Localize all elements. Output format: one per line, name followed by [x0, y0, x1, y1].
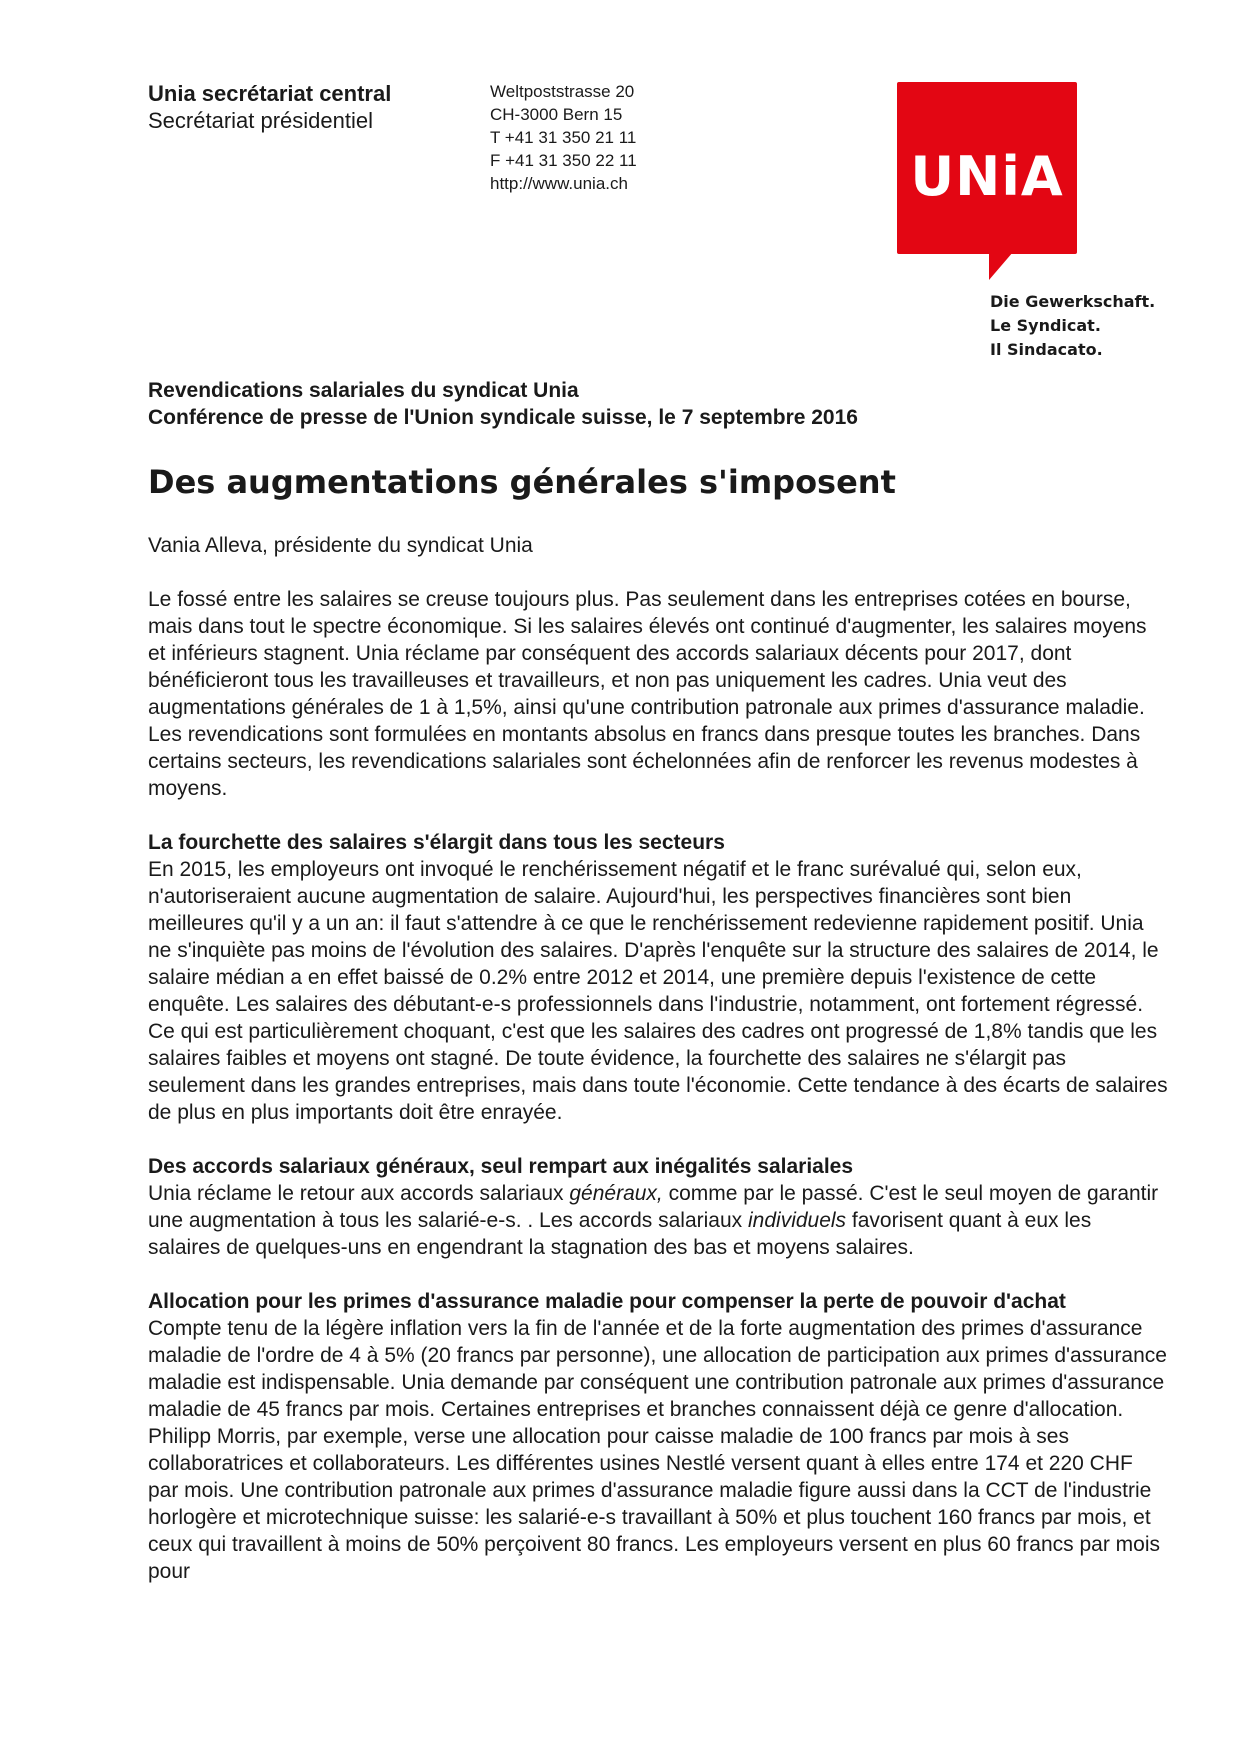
meta-event: Conférence de presse de l'Union syndicale suisse, le 7 septembre 2016	[148, 406, 858, 429]
unia-logo-wordmark: UNiA	[910, 145, 1064, 208]
sender-block	[148, 80, 468, 134]
document-body	[148, 586, 1168, 1612]
text-run: comme par le passé. C'est le seul moyen de garantir une augmentation à tous les salarié-e-s. . Les accords salariaux	[148, 1182, 1159, 1232]
unia-logo-speech-tail	[989, 252, 1013, 280]
section-health-insurance	[148, 1288, 1168, 1585]
sender-dept: Secrétariat présidentiel	[148, 108, 374, 133]
intro-paragraph: Le fossé entre les salaires se creuse toujours plus. Pas seulement dans les entreprises cotées en bourse, mais dans tout le spectre économique. Si les salaires élevés ont continué d'augmenter, les salaires moyens et inférieurs stagnent. Unia réclame par conséquent des accords salariaux décents pour 2017, dont bénéficieront tous les travailleuses et travailleurs, et non pas uniquement les cadres. Unia veut des augmentations générales de 1 à 1,5%, ainsi qu'une contribution patronale aux primes d'assurance maladie. Les revendications sont formulées en montants absolus en francs dans presque toutes les branches. Dans certains secteurs, les revendications salariales sont échelonnées afin de renforcer les revenus modestes à moyens.	[148, 588, 1147, 800]
section-paragraph: Compte tenu de la légère inflation vers la fin de l'année et de la forte augmentation des primes d'assurance maladie de l'ordre de 4 à 5% (20 francs par personne), une allocation de participation aux primes d'assurance maladie est indispensable. Unia demande par conséquent une contribution patronale aux primes d'assurance maladie de 45 francs par mois. Certaines entreprises et branches connaissent déjà ce genre d'allocation. Philipp Morris, par exemple, verse une allocation pour caisse maladie de 100 francs par mois à ses collaboratrices et collaborateurs. Les différentes usines Nestlé versent quant à elles entre 174 et 220 CHF par mois. Une contribution patronale aux primes d'assurance maladie figure aussi dans la CCT de l'industrie horlogère et microtechnique suisse: les salarié-e-s travaillant à 50% et plus touchent 160 francs par mois, et ceux qui travaillent à moins de 50% perçoivent 80 francs. Les employeurs versent en plus 60 francs par mois pour	[148, 1317, 1167, 1583]
section-heading: Allocation pour les primes d'assurance maladie pour compenser la perte de pouvoir d'achat	[148, 1290, 1066, 1313]
text-run: Unia réclame le retour aux accords salariaux	[148, 1182, 570, 1205]
address-city: CH-3000 Bern 15	[490, 105, 623, 124]
document-title: Des augmentations générales s'imposent	[148, 463, 896, 501]
emphasis-individual: individuels	[748, 1209, 847, 1232]
address-street: Weltpoststrasse 20	[490, 82, 635, 101]
emphasis-general: généraux,	[569, 1182, 663, 1205]
section-heading: La fourchette des salaires s'élargit dans tous les secteurs	[148, 831, 725, 854]
section-paragraph: En 2015, les employeurs ont invoqué le renchérissement négatif et le franc surévalué qui, selon eux, n'autoriseraient aucune augmentation de salaire. Aujourd'hui, les perspectives financières sont bien meilleures qu'il y a un an: il faut s'attendre à ce que le renchérissement redevienne rapidement positif. Unia ne s'inquiète pas moins de l'évolution des salaires. D'après l'enquête sur la structure des salaires de 2014, le salaire médian a en effet baissé de 0.2% entre 2012 et 2014, une première depuis l'existence de cette enquête. Les salaires des débutant-e-s professionnels dans l'industrie, notamment, ont fortement régressé. Ce qui est particulièrement choquant, c'est que les salaires des cadres ont progressé de 1,8% tandis que les salaires faibles et moyens ont stagné. De toute évidence, la fourchette des salaires ne s'élargit pas seulement dans les grandes entreprises, mais dans toute l'économie. Cette tendance à des écarts de salaires de plus en plus importants doit être enrayée.	[148, 858, 1168, 1124]
tagline-fr: Le Syndicat.	[990, 316, 1101, 335]
tagline-it: Il Sindacato.	[990, 340, 1103, 359]
section-salary-range	[148, 829, 1168, 1126]
address-website: http://www.unia.ch	[490, 174, 628, 193]
address-block	[490, 80, 750, 195]
section-paragraph	[148, 1180, 1168, 1261]
address-phone: T +41 31 350 21 11	[490, 128, 637, 147]
section-general-agreements	[148, 1153, 1168, 1261]
address-fax: F +41 31 350 22 11	[490, 151, 637, 170]
section-heading: Des accords salariaux généraux, seul rempart aux inégalités salariales	[148, 1155, 854, 1178]
document-meta	[148, 377, 1148, 431]
author-line: Vania Alleva, présidente du syndicat Unia	[148, 534, 533, 557]
logo-tagline	[990, 290, 1155, 362]
text-run: favorisent quant à eux les salaires de quelques-uns en engendrant la stagnation des bas et moyens salaires.	[148, 1209, 1092, 1259]
tagline-de: Die Gewerkschaft.	[990, 292, 1156, 311]
sender-org: Unia secrétariat central	[148, 81, 392, 106]
meta-subject: Revendications salariales du syndicat Unia	[148, 379, 579, 402]
